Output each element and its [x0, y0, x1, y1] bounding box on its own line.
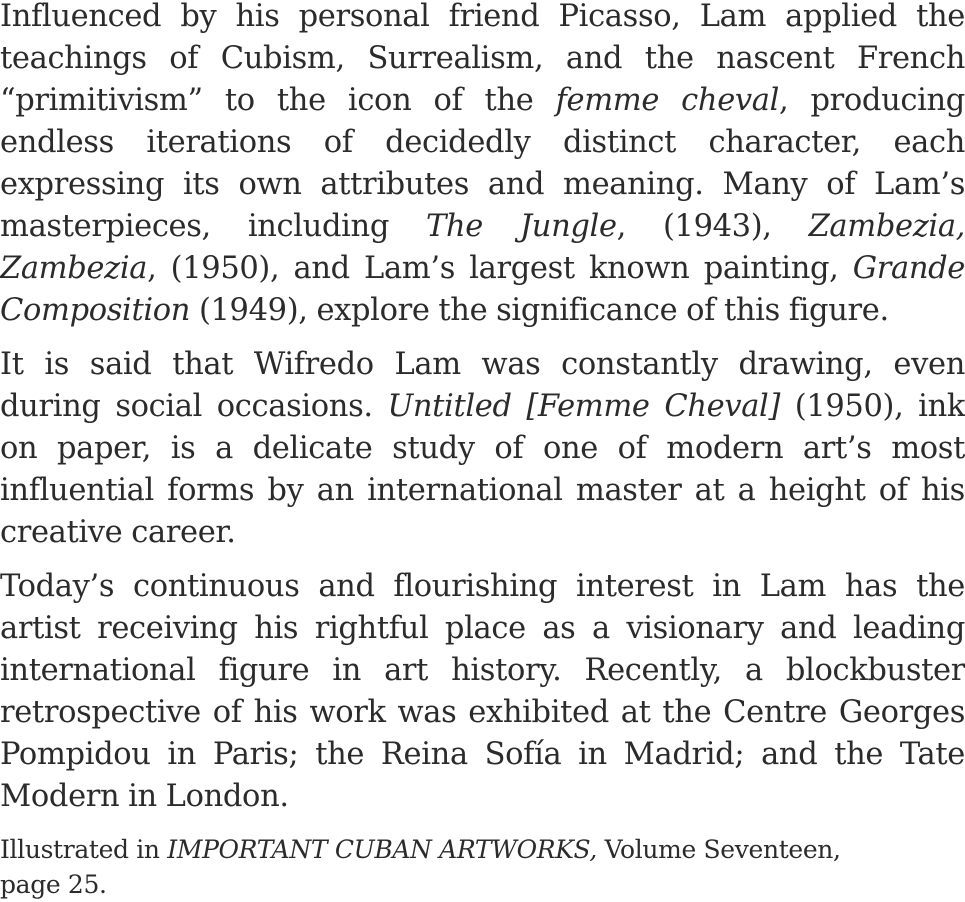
- text-run: , (1950), and Lam’s largest known painting,: [147, 251, 853, 286]
- italic-title-femme-cheval: femme cheval: [555, 83, 780, 118]
- italic-title-grande-composition: Grande Composition: [0, 251, 965, 328]
- text-run: Influenced by his personal friend Picasso, Lam applied the teachings of Cubism, Surrealism, and the nascent French “primitivism” to the icon of the: [0, 0, 965, 118]
- text-run: , producing endless iterations of decidedly distinct character, each expressing its own attributes and meaning. Many of Lam’s masterpieces, including: [0, 83, 965, 244]
- paragraph-femme-cheval-influences: [0, 0, 965, 332]
- illustration-caption: [0, 832, 900, 902]
- paragraph-continuous-interest: [0, 566, 965, 818]
- paragraph-constant-drawing: [0, 344, 965, 554]
- text-run: (1950), ink on paper, is a delicate study of one of modern art’s most influential forms by an international master at a height of his creative career.: [0, 389, 965, 550]
- text-run: It is said that Wifredo Lam was constantly drawing, even during social occasions.: [0, 347, 965, 424]
- italic-title-zambezia: Zambezia, Zambezia: [0, 209, 965, 286]
- caption-publication-title: IMPORTANT CUBAN ARTWORKS,: [167, 835, 598, 864]
- text-run: Today’s continuous and flourishing interest in Lam has the artist receiving his rightful place as a visionary and leading international figure in art history. Recently, a blockbuster retrospective of his work was exhibited at the Centre Georges Pompidou in Paris; the Reina Sofía in Madrid; and the Tate Modern in London.: [0, 569, 965, 814]
- text-run: , (1943),: [616, 209, 809, 244]
- italic-title-the-jungle: The Jungle: [425, 209, 617, 244]
- italic-title-untitled-femme-cheval: Untitled [Femme Cheval]: [387, 389, 781, 424]
- caption-text: Illustrated in: [0, 835, 168, 864]
- text-run: (1949), explore the significance of this figure.: [190, 293, 889, 328]
- caption-text: Volume Seventeen, page 25.: [0, 835, 841, 899]
